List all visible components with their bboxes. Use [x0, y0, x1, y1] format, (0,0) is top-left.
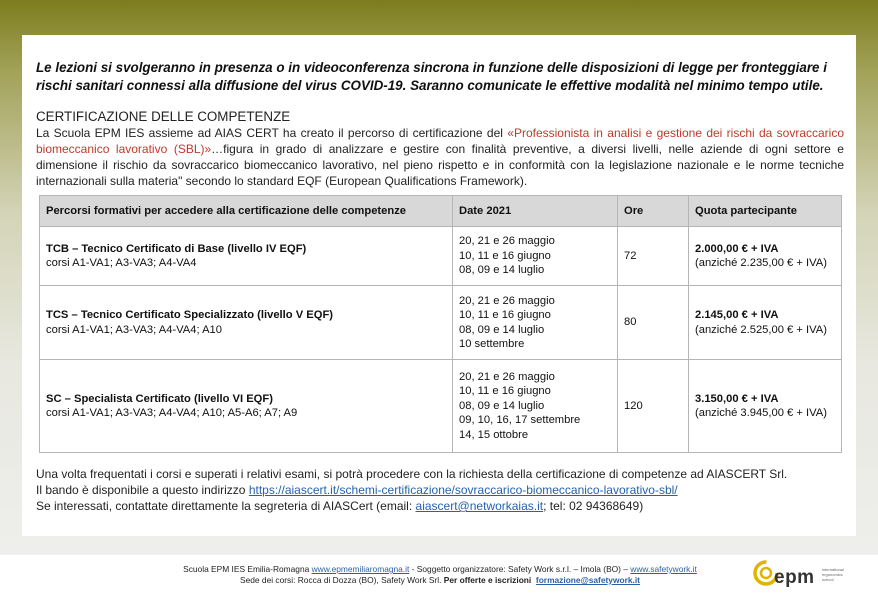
price-note: (anziché 3.945,00 € + IVA)	[695, 407, 827, 419]
header-price: Quota partecipante	[689, 196, 842, 227]
table-row	[40, 286, 842, 360]
course-name: SC – Specialista Certificato (livello VI EQF)	[46, 392, 273, 405]
epm-logo	[752, 555, 852, 599]
courses-table	[39, 195, 842, 453]
date-line: 20, 21 e 26 maggio	[459, 235, 555, 248]
price: 3.150,00 € + IVA	[695, 392, 779, 405]
hours-cell: 80	[618, 286, 689, 360]
contact-email-link[interactable]: aiascert@networkaias.it	[415, 499, 544, 513]
date-line: 09, 10, 16, 17 settembre	[459, 414, 581, 427]
certification-title: CERTIFICAZIONE DELLE COMPETENZE	[36, 109, 291, 124]
certification-body-suffix: …figura in grado di analizzare e gestire con finalità preventive, a diversi livelli, nelle aziende di ogni settore e dimensione il rischio da sovraccarico biomeccanico lavorativo, nel pieno rispetto e in conformità con la legislazione nazionale e le norme tecniche internazionali sulla materia" secondo lo standard EQF (European Qualifications Framework).	[36, 142, 844, 188]
course-name: TCB – Tecnico Certificato di Base (livello IV EQF)	[46, 242, 307, 255]
certification-body	[36, 125, 844, 189]
price: 2.145,00 € + IVA	[695, 309, 779, 321]
date-line: 10, 11 e 16 giugno	[459, 309, 551, 321]
course-list: corsi A1-VA1; A3-VA3; A4-VA4; A10; A5-A6; A7; A9	[46, 407, 298, 419]
outro-line-contact	[36, 498, 844, 514]
date-line: 08, 09 e 14 luglio	[459, 399, 545, 412]
footer-line-2	[60, 575, 820, 586]
table-row	[40, 227, 842, 286]
course-list: corsi A1-VA1; A3-VA3; A4-VA4	[46, 257, 197, 269]
course-cell	[40, 227, 453, 286]
price-cell	[689, 227, 842, 286]
footer-venue: Sede dei corsi: Rocca di Dozza (BO), Safety Work Srl.	[240, 575, 444, 585]
intro-notice: Le lezioni si svolgeranno in presenza o in videoconferenza sincrona in funzione delle disposizioni di legge per fronteggiare i rischi sanitari connessi alla diffusione del virus COVID-19. Saranno comunicate le effettive modalità nel minimo tempo utile.	[36, 60, 827, 93]
date-line: 10, 11 e 16 giugno	[459, 249, 551, 262]
header-courses: Percorsi formativi per accedere alla certificazione delle competenze	[40, 196, 453, 227]
price-cell	[689, 286, 842, 360]
footer	[0, 555, 878, 610]
dates-cell	[453, 286, 618, 360]
course-cell	[40, 360, 453, 453]
epm-logo-wordmark: epm	[774, 567, 815, 588]
contact-suffix: ; tel: 02 94368649)	[543, 499, 644, 513]
date-line: 20, 21 e 26 maggio	[459, 294, 555, 307]
footer-school: Scuola EPM IES Emilia-Romagna	[183, 564, 312, 574]
date-line: 08, 09 e 14 luglio	[459, 323, 545, 336]
content-card	[22, 35, 856, 536]
price-note: (anziché 2.235,00 € + IVA)	[695, 257, 827, 269]
footer-epm-link[interactable]: www.epmemiliaromagna.it	[311, 564, 410, 574]
outro-line-exam: Una volta frequentati i corsi e superati i relativi esami, si potrà procedere con la richiesta della certificazione di competenze ad AIASCERT Srl.	[36, 467, 788, 481]
bando-label: Il bando è disponibile a questo indirizzo	[36, 483, 249, 497]
date-line: 08, 09 e 14 luglio	[459, 264, 545, 277]
course-list: corsi A1-VA1; A3-VA3; A4-VA4; A10	[46, 323, 222, 336]
outro-line-bando	[36, 482, 844, 498]
dates-cell	[453, 360, 618, 453]
date-line: 10, 11 e 16 giugno	[459, 385, 551, 398]
table-row	[40, 360, 842, 453]
header-hours: Ore	[618, 196, 689, 227]
footer-email-link[interactable]: formazione@safetywork.it	[535, 575, 640, 585]
outro-text	[36, 466, 844, 514]
header-dates: Date 2021	[453, 196, 618, 227]
footer-organizer: - Soggetto organizzatore: Safety Work s.r.l. – Imola (BO) –	[409, 564, 631, 574]
contact-prefix: Se interessati, contattate direttamente la segreteria di AIASCert (email:	[36, 499, 416, 513]
certification-body-prefix: La Scuola EPM IES assieme ad AIAS CERT ha creato il percorso di certificazione del	[36, 126, 508, 140]
footer-safetywork-link[interactable]: www.safetywork.it	[630, 564, 697, 574]
bando-link[interactable]: https://aiascert.it/schemi-certificazione/sovraccarico-biomeccanico-lavorativo-sbl/	[248, 483, 678, 497]
epm-logo-tagline: international ergonomics school	[822, 567, 844, 582]
footer-offers-label: Per offerte e iscrizioni	[443, 575, 532, 585]
price-cell	[689, 360, 842, 453]
course-name: TCS – Tecnico Certificato Specializzato (livello V EQF)	[46, 309, 334, 321]
price-note: (anziché 2.525,00 € + IVA)	[695, 323, 827, 336]
footer-line-1	[60, 564, 820, 575]
certification-highlight: «Professionista in analisi e gestione dei rischi da sovraccarico biomeccanico lavorativo (SBL)»	[36, 126, 844, 156]
price: 2.000,00 € + IVA	[695, 242, 779, 255]
hours-cell: 72	[618, 227, 689, 286]
date-line: 10 settembre	[459, 338, 525, 350]
date-line: 20, 21 e 26 maggio	[459, 370, 555, 383]
dates-cell	[453, 227, 618, 286]
table-header-row	[40, 196, 842, 227]
footer-text	[60, 564, 820, 586]
date-line: 14, 15 ottobre	[459, 428, 529, 441]
hours-cell: 120	[618, 360, 689, 453]
course-cell	[40, 286, 453, 360]
